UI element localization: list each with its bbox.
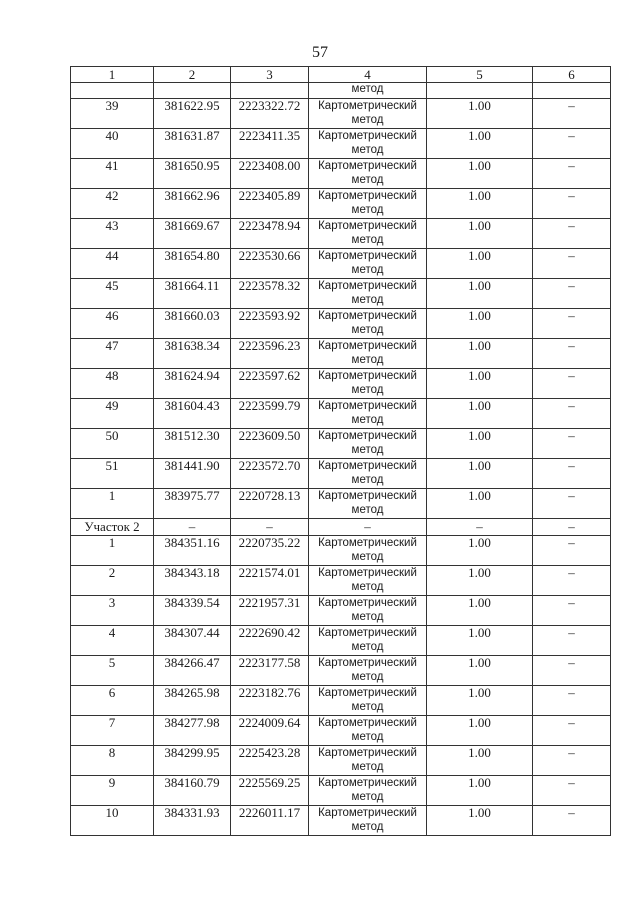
cell-method: Картометрический метод <box>309 399 427 429</box>
cell-y: 2223597.62 <box>231 369 309 399</box>
cell-accuracy: 1.00 <box>427 746 533 776</box>
cell-point-number: 6 <box>71 686 154 716</box>
cell-dash: – <box>533 129 611 159</box>
cell-point-number: 10 <box>71 806 154 836</box>
cell-x: 384339.54 <box>154 596 231 626</box>
cell-point-number: 2 <box>71 566 154 596</box>
cell-dash: – <box>533 219 611 249</box>
cell-x: 384343.18 <box>154 566 231 596</box>
table-row <box>71 716 611 746</box>
cell-accuracy: 1.00 <box>427 566 533 596</box>
cell-accuracy: 1.00 <box>427 159 533 189</box>
cell-point-number: 48 <box>71 369 154 399</box>
cell-x: 381664.11 <box>154 279 231 309</box>
cell-method: Картометрический метод <box>309 429 427 459</box>
cell-y: 2223572.70 <box>231 459 309 489</box>
table-row <box>71 596 611 626</box>
cell-x: 381512.30 <box>154 429 231 459</box>
cell-x: 381660.03 <box>154 309 231 339</box>
cell-dash: – <box>533 279 611 309</box>
cell-accuracy: 1.00 <box>427 429 533 459</box>
cell-method: Картометрический метод <box>309 249 427 279</box>
cell-y: 2223609.50 <box>231 429 309 459</box>
cell-method: Картометрический метод <box>309 309 427 339</box>
cell-accuracy: 1.00 <box>427 656 533 686</box>
cell-dash: – <box>154 519 231 536</box>
cell-point-number: 47 <box>71 339 154 369</box>
cell-x: 381638.34 <box>154 339 231 369</box>
column-header: 6 <box>533 67 611 83</box>
cell-point-number: 7 <box>71 716 154 746</box>
cell-method: Картометрический метод <box>309 369 427 399</box>
cell-x: 383975.77 <box>154 489 231 519</box>
table-row <box>71 189 611 219</box>
cell-y: 2224009.64 <box>231 716 309 746</box>
header-row <box>71 67 611 83</box>
table-row <box>71 489 611 519</box>
cell-x: 381604.43 <box>154 399 231 429</box>
table-row <box>71 746 611 776</box>
cell-dash: – <box>533 686 611 716</box>
column-header: 5 <box>427 67 533 83</box>
cell-dash: – <box>533 249 611 279</box>
cell-point-number: 9 <box>71 776 154 806</box>
table-row <box>71 129 611 159</box>
cell-point-number: 4 <box>71 626 154 656</box>
cell-y: 2222690.42 <box>231 626 309 656</box>
table-row <box>71 99 611 129</box>
cell-dash: – <box>533 309 611 339</box>
cell-y: 2223599.79 <box>231 399 309 429</box>
cell-y: 2223177.58 <box>231 656 309 686</box>
cell-accuracy: 1.00 <box>427 489 533 519</box>
cell-accuracy: 1.00 <box>427 339 533 369</box>
cell-empty <box>231 83 309 99</box>
cell-point-number: 39 <box>71 99 154 129</box>
column-header: 2 <box>154 67 231 83</box>
cell-y: 2220735.22 <box>231 536 309 566</box>
cell-accuracy: 1.00 <box>427 279 533 309</box>
cell-y: 2225423.28 <box>231 746 309 776</box>
cell-accuracy: 1.00 <box>427 129 533 159</box>
cell-point-number: 41 <box>71 159 154 189</box>
cell-y: 2223182.76 <box>231 686 309 716</box>
cell-accuracy: 1.00 <box>427 596 533 626</box>
cell-dash: – <box>533 189 611 219</box>
cell-method: Картометрический метод <box>309 489 427 519</box>
cell-point-number: 5 <box>71 656 154 686</box>
cell-dash: – <box>533 566 611 596</box>
table-row <box>71 339 611 369</box>
cell-x: 381669.67 <box>154 219 231 249</box>
cell-point-number: 1 <box>71 489 154 519</box>
cell-dash: – <box>533 489 611 519</box>
table-row <box>71 536 611 566</box>
table-row <box>71 459 611 489</box>
cell-y: 2223596.23 <box>231 339 309 369</box>
cell-dash: – <box>533 806 611 836</box>
cell-x: 384299.95 <box>154 746 231 776</box>
cell-point-number: 45 <box>71 279 154 309</box>
cell-method: Картометрический метод <box>309 626 427 656</box>
cell-y: 2226011.17 <box>231 806 309 836</box>
cell-method: Картометрический метод <box>309 99 427 129</box>
cell-accuracy: 1.00 <box>427 219 533 249</box>
cell-x: 384307.44 <box>154 626 231 656</box>
cell-point-number: 43 <box>71 219 154 249</box>
cell-accuracy: 1.00 <box>427 626 533 656</box>
cell-y: 2223593.92 <box>231 309 309 339</box>
cell-accuracy: 1.00 <box>427 189 533 219</box>
cell-method: Картометрический метод <box>309 339 427 369</box>
cell-method: Картометрический метод <box>309 279 427 309</box>
cell-dash: – <box>533 626 611 656</box>
cell-point-number: 40 <box>71 129 154 159</box>
cell-accuracy: 1.00 <box>427 459 533 489</box>
section-label: Участок 2 <box>71 519 154 536</box>
cell-point-number: 51 <box>71 459 154 489</box>
cell-dash: – <box>533 99 611 129</box>
cell-y: 2221574.01 <box>231 566 309 596</box>
cell-dash: – <box>533 399 611 429</box>
cell-accuracy: 1.00 <box>427 399 533 429</box>
table-row <box>71 369 611 399</box>
cell-empty <box>154 83 231 99</box>
cell-dash: – <box>309 519 427 536</box>
cell-point-number: 3 <box>71 596 154 626</box>
cell-point-number: 8 <box>71 746 154 776</box>
cell-x: 381631.87 <box>154 129 231 159</box>
cell-y: 2223530.66 <box>231 249 309 279</box>
cell-dash: – <box>533 459 611 489</box>
cell-x: 381654.80 <box>154 249 231 279</box>
continuation-row <box>71 83 611 99</box>
cell-x: 384160.79 <box>154 776 231 806</box>
cell-dash: – <box>533 369 611 399</box>
cell-accuracy: 1.00 <box>427 536 533 566</box>
cell-method: Картометрический метод <box>309 716 427 746</box>
cell-y: 2223478.94 <box>231 219 309 249</box>
cell-point-number: 42 <box>71 189 154 219</box>
cell-accuracy: 1.00 <box>427 249 533 279</box>
cell-point-number: 50 <box>71 429 154 459</box>
cell-x: 381622.95 <box>154 99 231 129</box>
section-row <box>71 519 611 536</box>
table-row <box>71 806 611 836</box>
cell-x: 381662.96 <box>154 189 231 219</box>
table-row <box>71 566 611 596</box>
cell-method: Картометрический метод <box>309 656 427 686</box>
cell-dash: – <box>533 716 611 746</box>
cell-y: 2225569.25 <box>231 776 309 806</box>
cell-point-number: 49 <box>71 399 154 429</box>
cell-method: Картометрический метод <box>309 776 427 806</box>
cell-x: 381441.90 <box>154 459 231 489</box>
cell-method: Картометрический метод <box>309 159 427 189</box>
cell-method: Картометрический метод <box>309 536 427 566</box>
cell-method: Картометрический метод <box>309 459 427 489</box>
cell-accuracy: 1.00 <box>427 776 533 806</box>
cell-x: 384265.98 <box>154 686 231 716</box>
cell-dash: – <box>533 519 611 536</box>
table-row <box>71 279 611 309</box>
table-row <box>71 776 611 806</box>
table-row <box>71 626 611 656</box>
coordinates-table <box>70 66 611 836</box>
cell-dash: – <box>533 656 611 686</box>
cell-y: 2223405.89 <box>231 189 309 219</box>
table-row <box>71 159 611 189</box>
cell-empty <box>71 83 154 99</box>
cell-x: 381650.95 <box>154 159 231 189</box>
table-row <box>71 309 611 339</box>
cell-accuracy: 1.00 <box>427 806 533 836</box>
table-row <box>71 656 611 686</box>
cell-x: 381624.94 <box>154 369 231 399</box>
column-header: 1 <box>71 67 154 83</box>
cell-x: 384351.16 <box>154 536 231 566</box>
cell-y: 2223322.72 <box>231 99 309 129</box>
cell-dash: – <box>427 519 533 536</box>
table-row <box>71 399 611 429</box>
cell-method: Картометрический метод <box>309 806 427 836</box>
cell-accuracy: 1.00 <box>427 686 533 716</box>
cell-method: Картометрический метод <box>309 219 427 249</box>
cell-y: 2223411.35 <box>231 129 309 159</box>
cell-method: Картометрический метод <box>309 189 427 219</box>
table-row <box>71 249 611 279</box>
cell-x: 384277.98 <box>154 716 231 746</box>
cell-point-number: 1 <box>71 536 154 566</box>
cell-method: Картометрический метод <box>309 129 427 159</box>
cell-y: 2223578.32 <box>231 279 309 309</box>
cell-accuracy: 1.00 <box>427 369 533 399</box>
cell-accuracy: 1.00 <box>427 99 533 129</box>
cell-method: Картометрический метод <box>309 566 427 596</box>
cell-dash: – <box>533 536 611 566</box>
cell-dash: – <box>533 596 611 626</box>
cell-method-continued: метод <box>309 83 427 99</box>
cell-empty <box>427 83 533 99</box>
cell-method: Картометрический метод <box>309 686 427 716</box>
cell-dash: – <box>231 519 309 536</box>
cell-accuracy: 1.00 <box>427 309 533 339</box>
cell-dash: – <box>533 746 611 776</box>
cell-method: Картометрический метод <box>309 596 427 626</box>
cell-accuracy: 1.00 <box>427 716 533 746</box>
cell-x: 384331.93 <box>154 806 231 836</box>
cell-point-number: 44 <box>71 249 154 279</box>
cell-dash: – <box>533 339 611 369</box>
table-row <box>71 686 611 716</box>
cell-dash: – <box>533 776 611 806</box>
column-header: 3 <box>231 67 309 83</box>
cell-y: 2223408.00 <box>231 159 309 189</box>
table-row <box>71 429 611 459</box>
page-number: 57 <box>312 44 328 61</box>
cell-y: 2220728.13 <box>231 489 309 519</box>
cell-y: 2221957.31 <box>231 596 309 626</box>
cell-empty <box>533 83 611 99</box>
column-header: 4 <box>309 67 427 83</box>
cell-method: Картометрический метод <box>309 746 427 776</box>
cell-point-number: 46 <box>71 309 154 339</box>
cell-x: 384266.47 <box>154 656 231 686</box>
cell-dash: – <box>533 159 611 189</box>
cell-dash: – <box>533 429 611 459</box>
table-row <box>71 219 611 249</box>
